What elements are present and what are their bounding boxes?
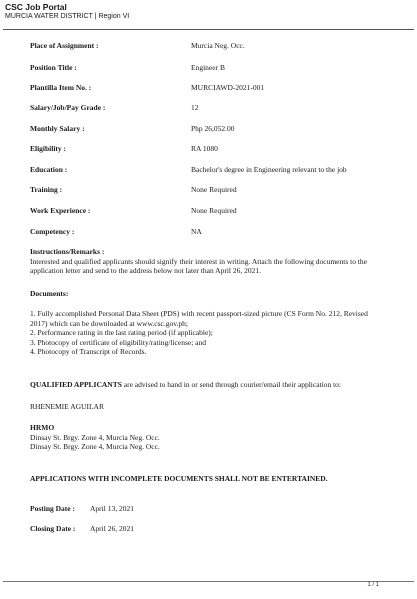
- posting-date-label: Posting Date :: [30, 504, 75, 513]
- field-value: NA: [191, 227, 202, 236]
- field-competency: [30, 227, 202, 236]
- field-label: Place of Assignment :: [30, 41, 99, 50]
- field-value: MURCIAWD-2021-001: [191, 83, 265, 92]
- documents-heading: [30, 289, 385, 299]
- qualified-applicants-text: are advised to hand in or send through courier/email their application to:: [121, 380, 341, 389]
- document-item: 3. Photocopy of certificate of eligibility/rating/license; and: [30, 337, 206, 347]
- field-education: [30, 165, 347, 174]
- field-label: Salary/Job/Pay Grade :: [30, 103, 106, 112]
- field-value: 12: [191, 103, 199, 112]
- incomplete-documents-warning: APPLICATIONS WITH INCOMPLETE DOCUMENTS SHALL NOT BE ENTERTAINED.: [30, 474, 328, 483]
- field-label: Monthly Salary :: [30, 124, 85, 133]
- contact-block: [30, 423, 385, 452]
- page-number: 1 / 1: [367, 582, 379, 588]
- field-value: RA 1080: [191, 144, 218, 153]
- posting-date: [30, 504, 134, 513]
- footer-divider: [3, 581, 414, 582]
- closing-date: [30, 524, 134, 533]
- document-item: 1. Fully accomplished Personal Data Sheet (PDS) with recent passport-sized picture (CS Form No. 212, Revised 2017) which can be downloaded at www.csc.gov.ph;: [30, 309, 368, 328]
- field-position-title: [30, 63, 225, 72]
- closing-date-value: April 26, 2021: [90, 524, 134, 533]
- field-label: Plantilla Item No. :: [30, 83, 92, 92]
- header-divider: [3, 29, 414, 30]
- field-value: None Required: [191, 206, 237, 215]
- field-label: Training :: [30, 185, 63, 194]
- field-eligibility: [30, 144, 218, 153]
- field-plantilla-item: [30, 83, 264, 92]
- field-monthly-salary: [30, 124, 235, 133]
- agency-subtitle: MURCIA WATER DISTRICT | Region VI: [5, 13, 130, 20]
- instructions-heading: Instructions/Remarks :: [30, 247, 105, 256]
- field-value: None Required: [191, 185, 237, 194]
- qualified-applicants-bold: QUALIFIED APPLICANTS: [30, 380, 122, 389]
- posting-date-value: April 13, 2021: [90, 504, 134, 513]
- contact-name: RHENEMIE AGUILAR: [30, 402, 104, 411]
- documents-list: [30, 309, 385, 357]
- instructions-section: [30, 247, 385, 276]
- contact-office: HRMO: [30, 423, 55, 432]
- closing-date-label: Closing Date :: [30, 524, 76, 533]
- field-label: Competency :: [30, 227, 75, 236]
- contact-address: Dinsay St. Brgy. Zone 4, Murcia Neg. Occ.: [30, 442, 160, 452]
- field-label: Work Experience :: [30, 206, 91, 215]
- document-item: 2. Performance rating in the last rating period (if applicable);: [30, 328, 213, 338]
- field-place-of-assignment: [30, 41, 245, 50]
- field-work-experience: [30, 206, 237, 215]
- document-item: 4. Photocopy of Transcript of Records.: [30, 347, 147, 357]
- page-header: [5, 2, 129, 21]
- field-value: Bachelor's degree in Engineering relevant to the job: [191, 165, 347, 174]
- field-label: Education :: [30, 165, 68, 174]
- qualified-applicants-note: [30, 380, 385, 390]
- instructions-text: Interested and qualified applicants should signify their interest in writing. Attach the following documents to the application letter and send to the address below not later than April 26, 2021.: [30, 256, 368, 276]
- documents-heading-text: Documents:: [30, 289, 69, 298]
- field-training: [30, 185, 237, 194]
- field-value: Php 26,052.00: [191, 124, 235, 133]
- field-value: Murcia Neg. Occ.: [191, 41, 245, 50]
- portal-title: CSC Job Portal: [5, 2, 67, 12]
- field-value: Engineer B: [191, 63, 225, 72]
- field-label: Eligibility :: [30, 144, 67, 153]
- field-label: Position Title :: [30, 63, 77, 72]
- field-salary-grade: [30, 103, 199, 112]
- contact-address: Dinsay St. Brgy. Zone 4, Murcia Neg. Occ.: [30, 432, 160, 442]
